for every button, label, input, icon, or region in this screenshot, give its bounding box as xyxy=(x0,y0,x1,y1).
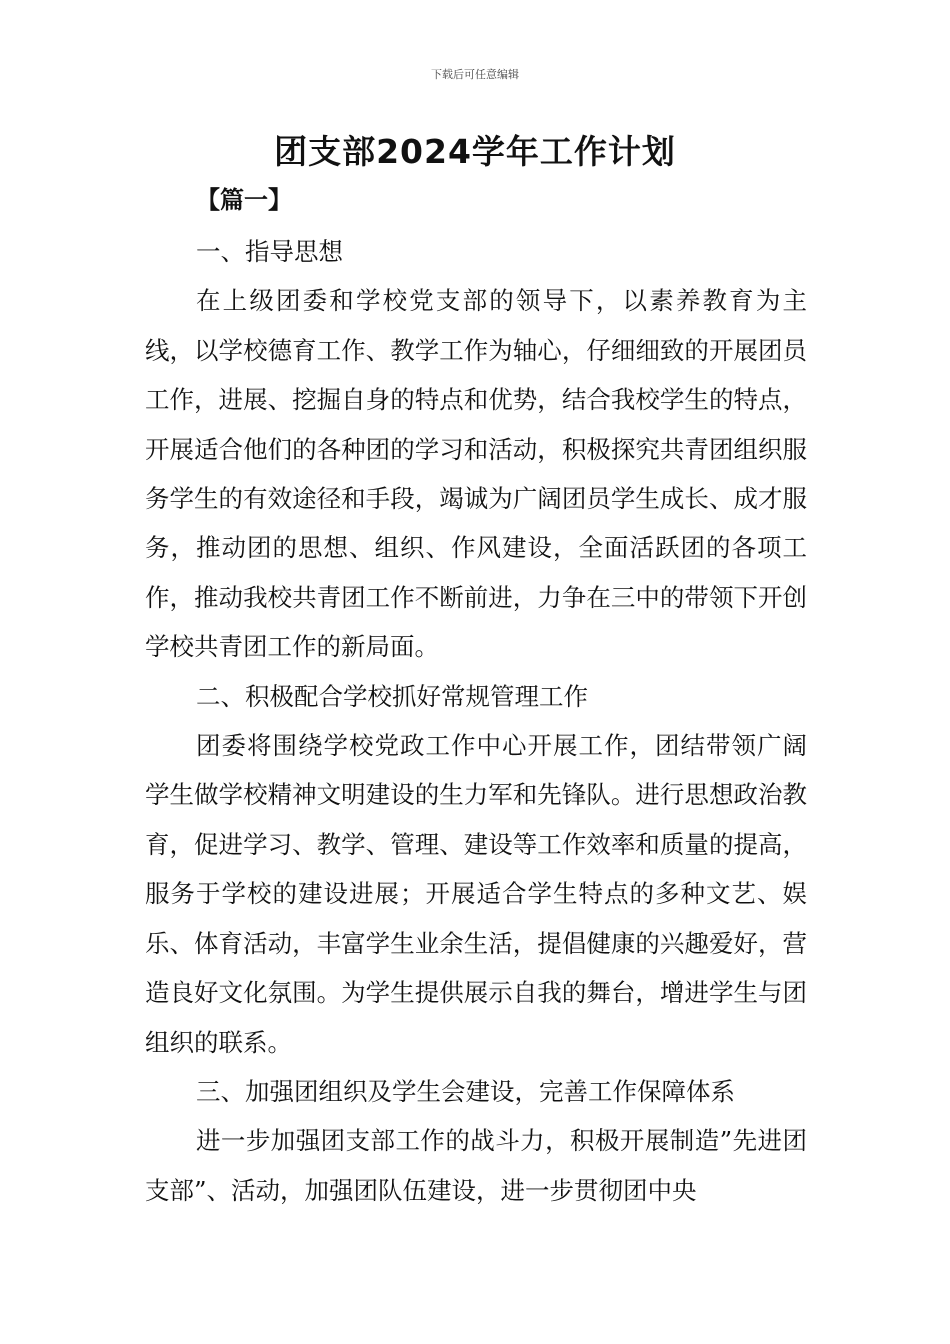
page-title: 团支部2024学年工作计划 xyxy=(274,132,676,171)
section-tag: 【篇一】 xyxy=(196,186,292,214)
document-body xyxy=(145,227,807,1215)
heading-guiding-thought: 一、指导思想 xyxy=(196,237,343,266)
paragraph-routine-management: 团委将围绕学校党政工作中心开展工作，团结带领广阔学生做学校精神文明建设的生力军和先锋队。进行思想政治教育，促进学习、教学、管理、建设等工作效率和质量的提高，服务于学校的建设进展；开展适合学生特点的多种文艺、娱乐、体育活动，丰富学生业余生活，提倡健康的兴趣爱好，营造良好文化氛围。为学生提供展示自我的舞台，增进学生与团组织的联系。 xyxy=(145,731,807,1057)
paragraph-guiding-thought: 在上级团委和学校党支部的领导下，以素养教育为主线，以学校德育工作、教学工作为轴心，仔细细致的开展团员工作，进展、挖掘自身的特点和优势，结合我校学生的特点，开展适合他们的各种团的学习和活动，积极探究共青团组织服务学生的有效途径和手段，竭诚为广阔团员学生成长、成才服务，推动团的思想、组织、作风建设，全面活跃团的各项工作，推动我校共青团工作不断前进，力争在三中的带领下开创学校共青团工作的新局面。 xyxy=(145,286,807,662)
paragraph-organization-building: 进一步加强团支部工作的战斗力，积极开展制造”先进团支部”、活动，加强团队伍建设，进一步贯彻团中央 xyxy=(145,1126,807,1205)
heading-routine-management: 二、积极配合学校抓好常规管理工作 xyxy=(196,681,588,711)
heading-organization-building: 三、加强团组织及学生会建设，完善工作保障体系 xyxy=(196,1076,735,1106)
header-note: 下载后可任意编辑 xyxy=(431,68,519,81)
